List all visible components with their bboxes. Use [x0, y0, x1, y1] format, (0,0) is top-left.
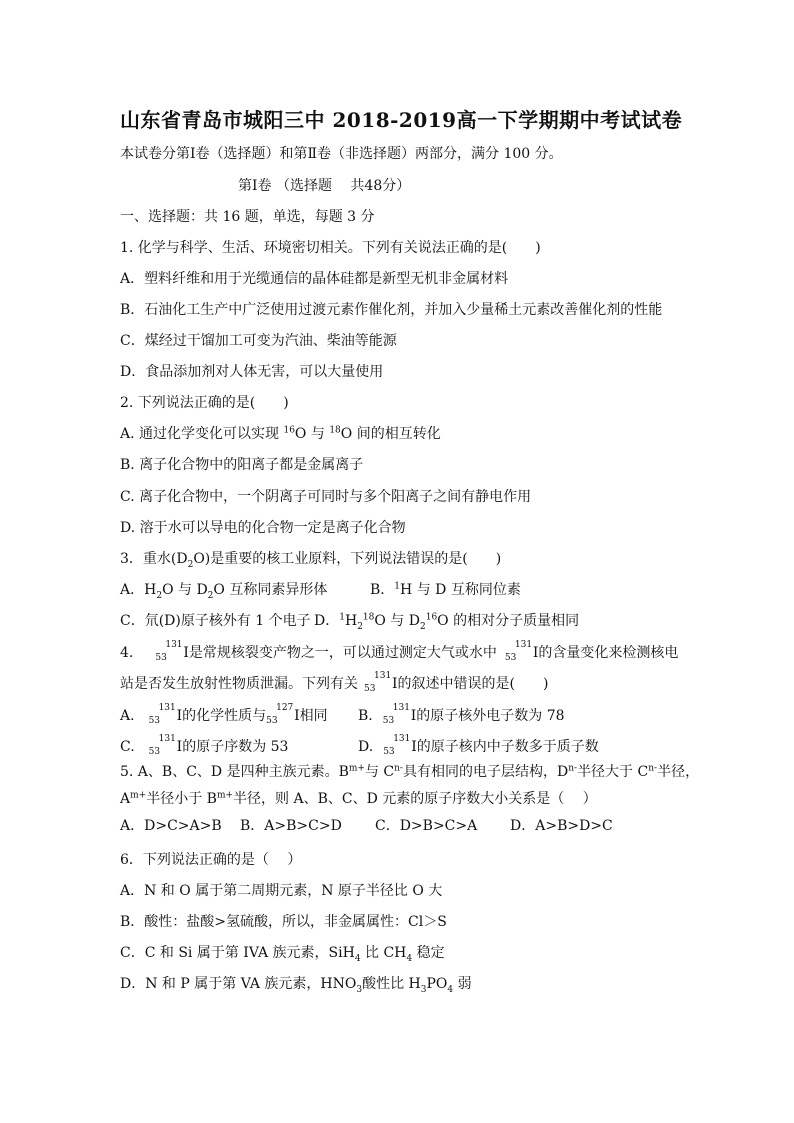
q4-isotope-1-atomic: 53	[155, 653, 167, 663]
q3-b-mass: 1	[394, 581, 401, 592]
q5-text-6: A	[120, 791, 131, 807]
q2-a-text-2: O 与	[294, 426, 330, 442]
q4-a-isotope-1-atomic: 53	[148, 716, 161, 726]
q4-d-text: 的原子核内中子数多于质子数	[416, 739, 599, 755]
q6-d-text-4: 弱	[453, 976, 472, 992]
q3-d-mass-16: 16	[425, 612, 438, 623]
q4-b-isotope-mass: 131	[392, 703, 410, 713]
q1-option-b: B．石油化工生产中广泛使用过渡元素作催化剂，并加入少量稀土元素改善催化剂的性能	[120, 302, 663, 318]
q2-a-text-3: O 间的相互转化	[340, 426, 441, 442]
q5-stem-line-1	[120, 762, 699, 782]
q3-d-text-3: O 的相对分子质量相同	[437, 613, 580, 629]
q3-option-a	[120, 580, 327, 600]
q4-c-isotope-mass: 131	[158, 734, 176, 744]
q4-b-label: B.	[358, 708, 373, 724]
q4-isotope-2-atomic: 53	[504, 653, 517, 663]
q6-c-text-2: 比 CH	[360, 945, 407, 961]
q4-stem-text-3: 站是否发生放射性物质泄漏。下列有关	[120, 676, 358, 692]
q6-stem: 6．下列说法正确的是（ ）	[120, 852, 302, 868]
q1-option-c: C．煤经过干馏加工可变为汽油、柴油等能源	[120, 333, 397, 349]
q1-option-d: D．食品添加剂对人体无害，可以大量使用	[120, 364, 384, 380]
q4-isotope-3-symbol: I	[392, 676, 398, 692]
q1-option-a: A．塑料纤维和用于光缆通信的晶体硅都是新型无机非金属材料	[120, 271, 509, 287]
q3-option-b	[370, 580, 521, 600]
q4-isotope-3-atomic: 53	[364, 684, 376, 694]
q2-a-text-1: A. 通过化学变化可以实现	[120, 426, 284, 442]
q6-d-sub-3: 4	[447, 984, 454, 995]
q5-text-3: 具有相同的电子层结构，D	[402, 764, 569, 780]
q5-sup-2: n-	[394, 763, 403, 774]
q6-c-sub-1: 4	[354, 953, 361, 964]
q4-a-label: A.	[120, 708, 135, 724]
q6-c-sub-2: 4	[406, 953, 413, 964]
exam-title: 山东省青岛市城阳三中 2018-2019高一下学期期中考试试卷	[120, 108, 683, 132]
q6-option-a: A．N 和 O 属于第二周期元素，N 原子半径比 O 大	[120, 883, 443, 899]
q5-stem-line-2	[120, 789, 597, 809]
q3-stem-text-1: 3．重水(D	[120, 551, 188, 567]
q5-sup-1: m+	[348, 763, 365, 774]
q4-isotope-3-mass: 131	[374, 671, 392, 681]
q5-sup-4: n-	[648, 763, 658, 774]
q4-a-text-2: 相同	[299, 708, 328, 724]
q4-b-text: 的原子核外电子数为 78	[416, 708, 565, 724]
q6-d-text-3: PO	[426, 976, 448, 992]
q2-a-mass-16: 16	[283, 425, 295, 436]
q4-stem-line-2	[120, 671, 549, 694]
q6-d-text-1: D．N 和 P 属于第 VA 族元素，HNO	[120, 976, 357, 992]
q3-a-text-3: O 互称同素异形体	[213, 582, 328, 598]
q4-c-isotope	[148, 734, 183, 757]
q4-b-isotope-atomic: 53	[382, 716, 395, 726]
q4-a-isotope-2-mass: 127	[276, 703, 294, 713]
q3-a-text-1: A．H	[120, 582, 157, 598]
q3-d-text-1: D．	[314, 613, 340, 629]
q3-stem	[120, 549, 501, 569]
q4-d-label: D.	[358, 739, 374, 755]
q4-stem-line-1	[120, 640, 679, 663]
q2-stem: 2. 下列说法正确的是( )	[120, 395, 289, 411]
q4-c-isotope-symbol: I	[176, 739, 183, 755]
q5-text-4: 半径大于 C	[577, 764, 649, 780]
q5-text-1: 5. A、B、C、D 是四种主族元素。B	[120, 764, 349, 780]
q4-isotope-1	[155, 640, 189, 663]
q4-isotope-3	[364, 671, 398, 694]
q4-stem-text-2: 的含量变化来检测核电	[538, 645, 679, 661]
q4-d-isotope-atomic: 53	[383, 747, 395, 757]
q2-option-a	[120, 424, 441, 444]
q6-c-text-3: 稳定	[412, 945, 445, 961]
q3-d-mass-18: 18	[362, 612, 375, 623]
q3-d-mass-1: 1	[339, 612, 345, 623]
q4-a-isotope-1-mass: 131	[158, 703, 176, 713]
q3-option-c: C．氘(D)原子核外有 1 个电子	[120, 613, 311, 629]
q4-a-text-1: 的化学性质与	[182, 708, 267, 724]
q5-text-2: 与 C	[364, 764, 395, 780]
q4-a-isotope-2-symbol: I	[294, 708, 300, 724]
q5-text-8: 半径，则 A、B、C、D 元素的原子序数大小关系是（ ）	[233, 791, 597, 807]
volume-heading: 第Ⅰ卷 （选择题 共48分）	[238, 178, 411, 194]
q3-a-text-2: O 与 D	[162, 582, 208, 598]
q4-isotope-1-symbol: I	[183, 645, 189, 661]
q3-option-d	[314, 611, 579, 631]
q2-option-b: B. 离子化合物中的阳离子都是金属离子	[120, 457, 364, 473]
q4-isotope-2-symbol: I	[532, 645, 539, 661]
q4-isotope-2	[504, 640, 539, 663]
q5-text-5: 半径，	[657, 764, 700, 780]
q6-d-sub-1: 3	[356, 984, 363, 995]
q3-b-text-2: H 与 D 互称同位素	[400, 582, 521, 598]
q6-d-sub-2: 3	[420, 984, 427, 995]
q3-b-text-1: B．	[370, 582, 395, 598]
q5-sup-3: n-	[568, 763, 578, 774]
q5-option-a: A．D>C>A>B	[120, 818, 222, 834]
q4-c-label: C.	[120, 739, 135, 755]
q4-a-isotope-1-symbol: I	[176, 708, 183, 724]
q4-a-isotope-1	[148, 703, 183, 726]
q4-option-c	[120, 734, 289, 757]
q6-c-text-1: C．C 和 Si 属于第 IVA 族元素，SiH	[120, 945, 355, 961]
q5-option-c: C．D>B>C>A	[375, 818, 478, 834]
q3-d-hydrogen: H	[344, 613, 358, 629]
q1-stem: 1. 化学与科学、生活、环境密切相关。下列有关说法正确的是( )	[120, 240, 541, 256]
q6-option-c	[120, 943, 445, 963]
q4-option-b	[358, 703, 565, 726]
q4-d-isotope-mass: 131	[393, 734, 411, 744]
q3-a-sub-1: 2	[156, 590, 163, 601]
q5-option-d: D．A>B>D>C	[510, 818, 613, 834]
q4-number: 4.	[120, 645, 134, 661]
q4-c-isotope-atomic: 53	[148, 747, 161, 757]
q4-a-isotope-2	[266, 703, 300, 726]
q2-option-c: C. 离子化合物中，一个阴离子可同时与多个阳离子之间有静电作用	[120, 489, 532, 505]
q3-stem-sub: 2	[187, 559, 194, 570]
q5-text-7: 半径小于 B	[146, 791, 217, 807]
q3-d-sub-2: 2	[419, 621, 426, 632]
q5-sup-6: m+	[216, 790, 234, 801]
q6-d-text-2: 酸性比 H	[362, 976, 421, 992]
q4-a-isotope-2-atomic: 53	[266, 716, 278, 726]
q4-stem-text-1: 是常规核裂变产物之一，可以通过测定大气或水中	[188, 645, 497, 661]
q2-a-mass-18: 18	[329, 425, 341, 436]
q4-option-a	[120, 703, 328, 726]
q4-d-isotope	[383, 734, 417, 757]
q4-b-isotope-symbol: I	[410, 708, 417, 724]
q4-stem-text-4: 的叙述中错误的是( )	[397, 676, 549, 692]
q4-b-isotope	[382, 703, 417, 726]
q4-isotope-2-mass: 131	[514, 640, 533, 650]
q3-d-text-2: O 与 D	[374, 613, 420, 629]
q4-d-isotope-symbol: I	[411, 739, 417, 755]
q3-d-sub-1: 2	[357, 621, 363, 632]
q6-option-d	[120, 974, 472, 994]
q5-sup-5: m+	[130, 790, 147, 801]
q4-c-text: 的原子序数为 53	[182, 739, 289, 755]
q4-option-d	[358, 734, 599, 757]
exam-intro: 本试卷分第Ⅰ卷（选择题）和第Ⅱ卷（非选择题）两部分，满分 100 分。	[120, 146, 563, 162]
q3-a-sub-2: 2	[207, 590, 214, 601]
q6-option-b: B．酸性：盐酸>氢硫酸，所以，非金属属性：Cl＞S	[120, 914, 447, 930]
q5-option-b: B．A>B>C>D	[240, 818, 342, 834]
section-heading: 一、选择题：共 16 题，单选，每题 3 分	[120, 209, 375, 225]
q2-option-d: D. 溶于水可以导电的化合物一定是离子化合物	[120, 520, 406, 536]
q3-stem-text-2: O)是重要的核工业原料，下列说法错误的是( )	[193, 551, 502, 567]
q4-isotope-1-mass: 131	[165, 640, 183, 650]
